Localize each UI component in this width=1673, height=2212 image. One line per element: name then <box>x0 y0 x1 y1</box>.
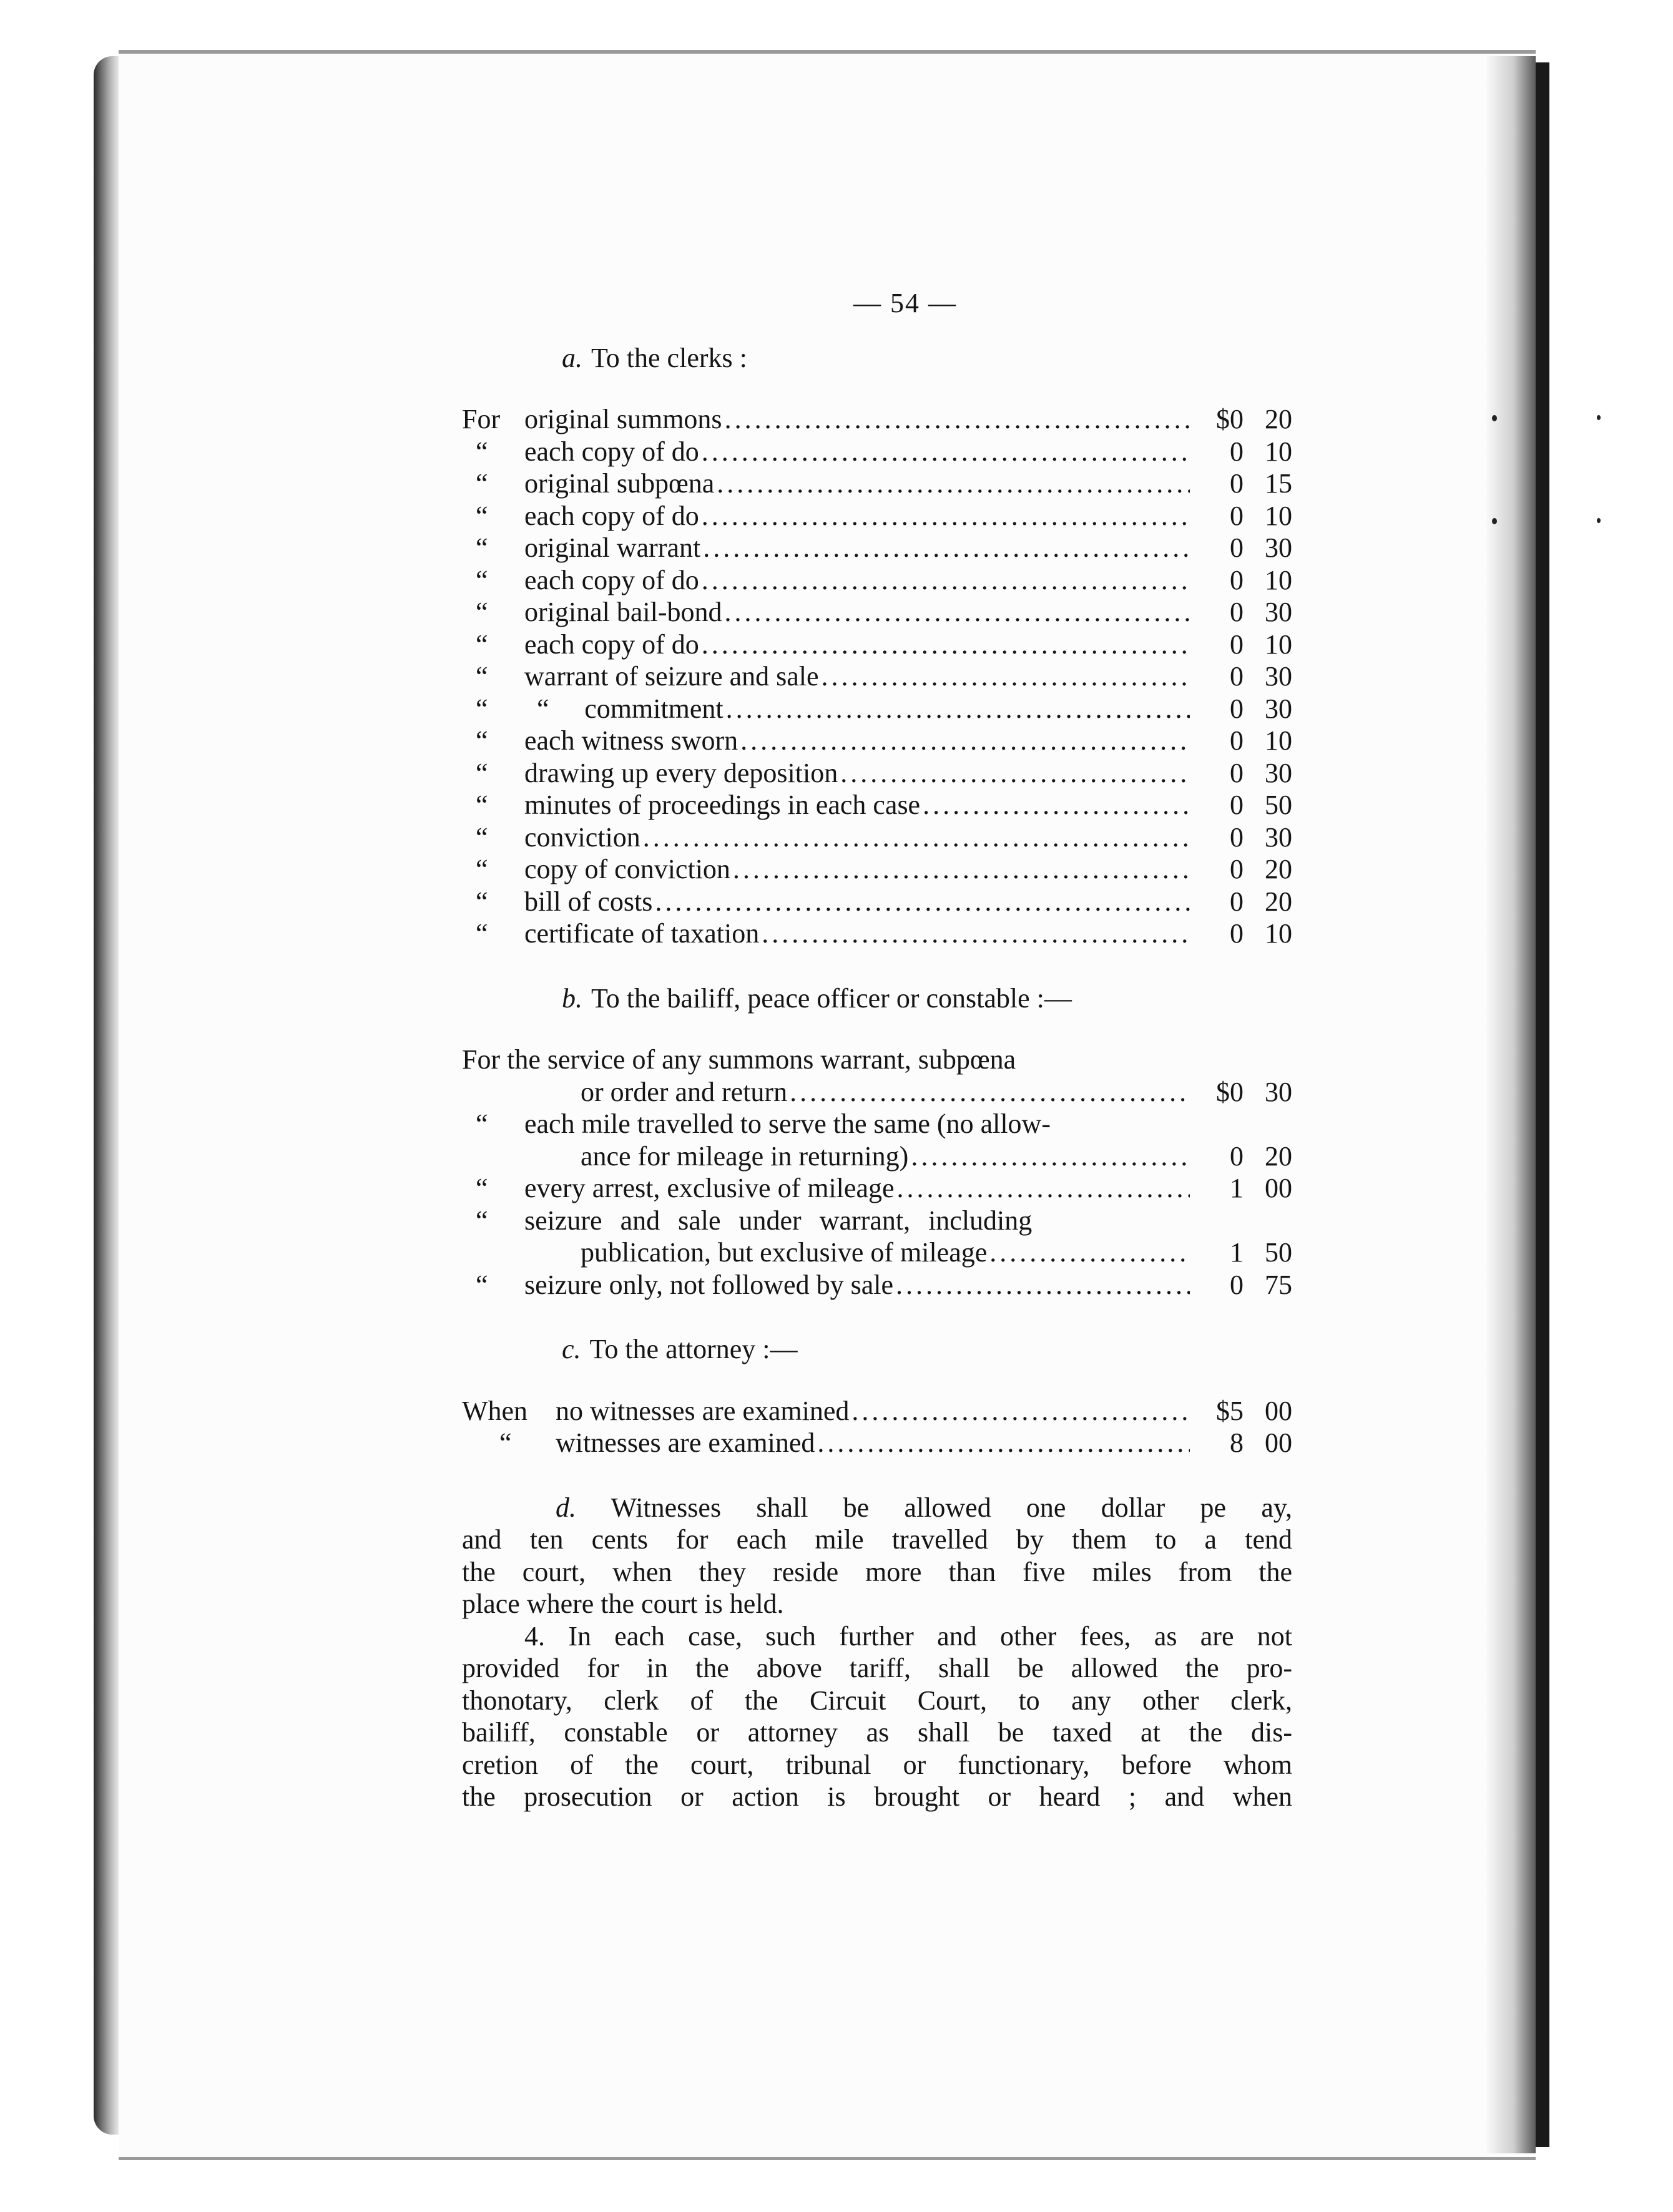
ditto-mark: “ <box>476 564 488 595</box>
ditto-mark: “ <box>476 1269 488 1300</box>
scan-speck <box>1597 415 1601 420</box>
ditto-mark: “ <box>476 757 488 788</box>
ditto-mark: “ <box>476 436 488 467</box>
fee-description: every arrest, exclusive of mileage <box>524 1173 895 1203</box>
fee-dollars: $0 <box>1216 404 1244 434</box>
fee-description: copy of conviction <box>524 854 730 884</box>
fee-row-continued <box>462 1076 1292 1108</box>
fee-cents: 30 <box>1265 532 1292 563</box>
book-edge <box>94 56 119 2135</box>
fee-description: warrant of seizure and sale <box>524 661 819 692</box>
fee-row <box>462 725 1292 757</box>
fee-cents: 20 <box>1265 854 1292 884</box>
fee-dollars: 0 <box>1230 725 1244 756</box>
fee-description: seizure and sale under warrant, including <box>524 1205 1033 1236</box>
fee-cents: 10 <box>1265 918 1292 949</box>
paragraph-line: 4. In each case, such further and other fees, as are not <box>524 1620 1293 1652</box>
fee-cents: 30 <box>1265 1076 1292 1107</box>
paragraph-line: the prosecution or action is brought or heard ; and when <box>462 1781 1292 1812</box>
section-a-heading <box>462 342 1292 374</box>
fee-cents: 30 <box>1265 821 1292 853</box>
fee-description: each copy of do <box>524 436 699 467</box>
fee-cents: 50 <box>1265 1237 1292 1268</box>
fee-description: no witnesses are examined <box>556 1395 850 1426</box>
fee-description: each mile travelled to serve the same (no allow- <box>524 1108 1051 1139</box>
fee-description: For the service of any summons warrant, subpœna <box>462 1044 1016 1075</box>
page-number: — 54 — <box>853 288 957 318</box>
fee-row <box>462 757 1292 790</box>
fee-description: witnesses are examined <box>556 1427 815 1458</box>
fee-description: minutes of proceedings in each case <box>524 790 921 820</box>
fee-dollars: 1 <box>1230 1173 1244 1203</box>
ditto-mark: “ <box>476 468 488 499</box>
fee-row <box>462 403 1292 436</box>
fee-cents: 00 <box>1265 1173 1292 1203</box>
paragraph-line: thonotary, clerk of the Circuit Court, to any other clerk, <box>462 1685 1292 1716</box>
fee-description: publication, but exclusive of mileage <box>581 1237 988 1268</box>
section-b-title: To the bailiff, peace officer or constable :— <box>591 982 1072 1014</box>
fee-dollars: 0 <box>1230 436 1244 467</box>
fee-dollars: 0 <box>1230 790 1244 820</box>
paragraph-line: d. Witnesses shall be allowed one dollar pe ay, <box>556 1492 1292 1523</box>
fee-cents: 20 <box>1265 886 1292 917</box>
fee-cents: 00 <box>1265 1427 1292 1458</box>
fee-dollars: 0 <box>1230 693 1244 724</box>
fee-row <box>462 660 1292 693</box>
fee-cents: 30 <box>1265 661 1292 692</box>
fee-row <box>462 853 1292 886</box>
fee-description: each copy of do <box>524 629 699 660</box>
section-b-label: b. <box>562 982 582 1014</box>
section-b-heading <box>462 982 1292 1015</box>
ditto-mark: “ <box>476 918 488 949</box>
ditto-mark: “ <box>476 629 488 660</box>
paragraph-line: place where the court is held. <box>462 1588 784 1619</box>
fee-cents: 50 <box>1265 790 1292 820</box>
fee-row <box>462 1205 1292 1237</box>
fee-cents: 20 <box>1265 1140 1292 1172</box>
fee-row <box>462 500 1292 532</box>
ditto-mark: “ <box>476 1108 488 1139</box>
fee-description: drawing up every deposition <box>524 757 838 788</box>
fee-row <box>462 1172 1292 1205</box>
fee-dollars: 0 <box>1230 886 1244 917</box>
fee-dollars: 0 <box>1230 597 1244 627</box>
section-a-label: a. <box>562 342 582 373</box>
fee-row <box>462 1427 1292 1459</box>
fee-cents: 30 <box>1265 757 1292 788</box>
paragraph-line: bailiff, constable or attorney as shall be taxed at the dis- <box>462 1717 1292 1748</box>
fee-cents: 75 <box>1265 1269 1292 1300</box>
fee-description: certificate of taxation <box>524 918 760 949</box>
ditto-mark: “ <box>476 500 488 531</box>
fee-description: or order and return <box>581 1076 788 1107</box>
ditto-mark: “ <box>476 597 488 627</box>
ditto-mark: “ <box>476 693 488 724</box>
fee-description: seizure only, not followed by sale <box>524 1269 893 1300</box>
facing-page-edge <box>1549 62 1673 2147</box>
fee-description: original bail-bond <box>524 597 722 627</box>
book-gutter <box>1536 62 1549 2147</box>
scan-speck <box>1597 518 1601 523</box>
fee-row <box>462 789 1292 821</box>
fee-description: original summons <box>524 404 722 434</box>
row-lead: When <box>462 1395 528 1426</box>
fee-dollars: $5 <box>1216 1395 1244 1426</box>
ditto-mark: “ <box>476 725 488 756</box>
fee-description: commitment <box>584 693 724 724</box>
fee-row <box>462 918 1292 950</box>
binding-shadow <box>1486 56 1536 2153</box>
fee-dollars: 0 <box>1230 1269 1244 1300</box>
fee-dollars: 0 <box>1230 661 1244 692</box>
fee-cents: 10 <box>1265 629 1292 660</box>
ditto-mark: “ <box>537 693 549 724</box>
fee-row <box>462 1395 1292 1427</box>
fee-dollars: 0 <box>1230 629 1244 660</box>
fee-description: each copy of do <box>524 500 699 531</box>
fee-row <box>462 821 1292 854</box>
paragraph-line: cretion of the court, tribunal or functionary, before whom <box>462 1749 1292 1780</box>
fee-dollars: 0 <box>1230 821 1244 853</box>
fee-row <box>462 1269 1292 1301</box>
fee-row <box>462 596 1292 629</box>
fee-dollars: 0 <box>1230 854 1244 884</box>
fee-cents: 15 <box>1265 468 1292 499</box>
scan-speck <box>1492 518 1497 524</box>
ditto-mark: “ <box>476 532 488 563</box>
fee-description: original warrant <box>524 532 701 563</box>
fee-row-continued <box>462 1236 1292 1269</box>
section-c-label: c. <box>562 1334 581 1364</box>
fee-row <box>462 1108 1292 1140</box>
fee-dollars: $0 <box>1216 1076 1244 1107</box>
fee-description: conviction <box>524 821 640 853</box>
fee-row <box>462 886 1292 918</box>
fee-row <box>462 629 1292 661</box>
fee-description: each copy of do <box>524 564 699 595</box>
fee-description: each witness sworn <box>524 725 738 756</box>
fee-dollars: 0 <box>1230 564 1244 595</box>
fee-cents: 10 <box>1265 500 1292 531</box>
section-4-label: 4. <box>524 1620 545 1652</box>
section-d-paragraph <box>462 1492 1292 1620</box>
fee-row <box>462 693 1292 725</box>
fee-row <box>462 1044 1292 1076</box>
fee-description: bill of costs <box>524 886 653 917</box>
clerks-fee-table <box>462 403 1292 950</box>
ditto-mark: “ <box>476 661 488 692</box>
fee-dollars: 0 <box>1230 500 1244 531</box>
page-content <box>462 287 1292 1813</box>
ditto-mark: “ <box>476 1173 488 1203</box>
ditto-mark: “ <box>476 821 488 853</box>
fee-cents: 20 <box>1265 404 1292 434</box>
paragraph-line: the court, when they reside more than five miles from the <box>462 1556 1292 1587</box>
paragraph-line: and ten cents for each mile travelled by them to a tend <box>462 1524 1292 1555</box>
fee-cents: 30 <box>1265 597 1292 627</box>
section-c-heading <box>462 1333 1292 1366</box>
fee-row <box>462 467 1292 500</box>
fee-dollars: 0 <box>1230 532 1244 563</box>
fee-cents: 00 <box>1265 1395 1292 1426</box>
fee-row-continued <box>462 1140 1292 1173</box>
section-c-title: To the attorney :— <box>589 1334 798 1364</box>
fee-dollars: 8 <box>1230 1427 1244 1458</box>
row-lead: For <box>462 404 501 434</box>
fee-dollars: 1 <box>1230 1237 1244 1268</box>
fee-description: ance for mileage in returning) <box>581 1140 909 1172</box>
fee-cents: 10 <box>1265 564 1292 595</box>
fee-dollars: 0 <box>1230 918 1244 949</box>
fee-dollars: 0 <box>1230 757 1244 788</box>
bailiff-fee-table <box>462 1044 1292 1301</box>
ditto-mark: “ <box>476 790 488 820</box>
ditto-mark: “ <box>476 1205 488 1236</box>
paragraph-line: provided for in the above tariff, shall be allowed the pro- <box>462 1653 1292 1683</box>
scan-speck <box>1492 415 1497 421</box>
ditto-mark: “ <box>499 1427 512 1458</box>
fee-cents: 10 <box>1265 436 1292 467</box>
fee-dollars: 0 <box>1230 468 1244 499</box>
fee-description: original subpœna <box>524 468 715 499</box>
fee-row <box>462 532 1292 564</box>
fee-dollars: 0 <box>1230 1140 1244 1172</box>
fee-row <box>462 436 1292 468</box>
fee-row <box>462 564 1292 597</box>
ditto-mark: “ <box>476 854 488 884</box>
section-d-label: d. <box>556 1492 576 1523</box>
ditto-mark: “ <box>476 886 488 917</box>
attorney-fee-table <box>462 1395 1292 1459</box>
fee-cents: 30 <box>1265 693 1292 724</box>
section-4-paragraph <box>462 1620 1292 1813</box>
fee-cents: 10 <box>1265 725 1292 756</box>
section-a-title: To the clerks : <box>591 342 747 373</box>
